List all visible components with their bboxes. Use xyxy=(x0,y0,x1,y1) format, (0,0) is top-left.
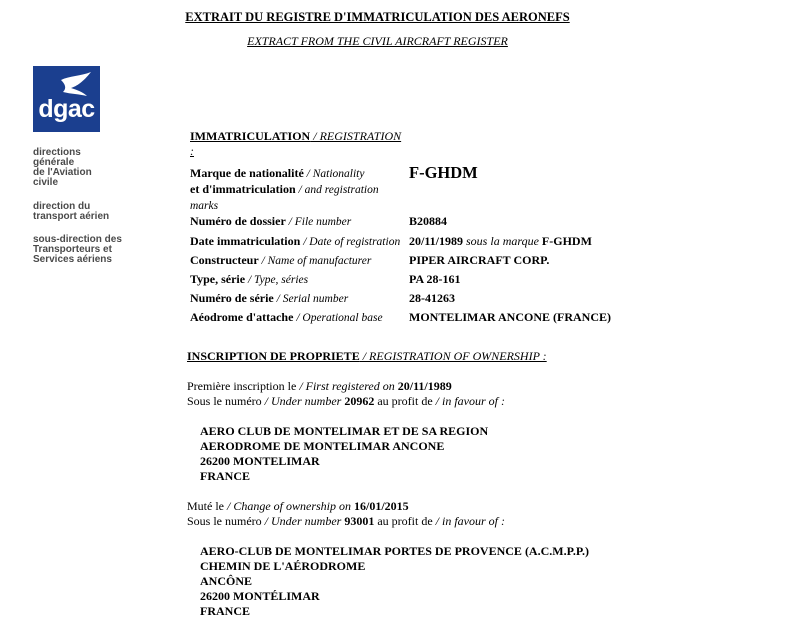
registration-date-label: Date immatriculation / Date of registration xyxy=(190,234,401,248)
marks-value: F-GHDM xyxy=(409,163,478,182)
owner-1-address: AERO CLUB DE MONTELIMAR ET DE SA REGION AERODROME DE MONTELIMAR ANCONE 26200 MONTELIMAR FRANCE xyxy=(200,424,489,483)
serial-label: Numéro de série / Serial number xyxy=(190,291,349,305)
operational-base-value: MONTELIMAR ANCONE (FRANCE) xyxy=(409,310,611,324)
side-block-directions: directions générale de l'Aviation civile xyxy=(33,147,92,188)
registration-heading: IMMATRICULATION / REGISTRATION : xyxy=(190,129,402,158)
ownership-heading: INSCRIPTION DE PROPRIETE / REGISTRATION OF OWNERSHIP : xyxy=(187,349,547,363)
type-value: PA 28-161 xyxy=(409,272,461,286)
logo-text: dgac xyxy=(38,95,95,123)
registration-date-value: 20/11/1989 sous la marque F-GHDM xyxy=(409,234,592,248)
marks-label: Marque de nationalité / Nationality et d'immatriculation / and registration marks xyxy=(190,166,379,212)
side-block-subdirection: sous-direction des Transporteurs et Services aériens xyxy=(33,234,122,265)
file-number-value: B20884 xyxy=(409,214,448,228)
manufacturer-value: PIPER AIRCRAFT CORP. xyxy=(409,253,550,267)
side-block-transport: direction du transport aérien xyxy=(33,201,110,222)
ownership-entry-1: Première inscription le / First registered on 20/11/1989 Sous le numéro / Under number 20962 au profit de / in favour of : xyxy=(187,379,505,408)
serial-value: 28-41263 xyxy=(409,291,455,305)
file-number-label: Numéro de dossier / File number xyxy=(190,214,352,228)
type-label: Type, série / Type, séries xyxy=(190,272,309,286)
manufacturer-label: Constructeur / Name of manufacturer xyxy=(190,253,372,267)
ownership-entry-2: Muté le / Change of ownership on 16/01/2015 Sous le numéro / Under number 93001 au profit de / in favour of : xyxy=(187,499,505,528)
owner-2-address: AERO-CLUB DE MONTELIMAR PORTES DE PROVENCE (A.C.M.P.P.) CHEMIN DE L'AÉRODROME ANCÔNE 26200 MONTÉLIMAR FRANCE xyxy=(200,544,590,618)
operational-base-label: Aéodrome d'attache / Operational base xyxy=(190,310,383,324)
document-subtitle: EXTRACT FROM THE CIVIL AIRCRAFT REGISTER xyxy=(247,34,508,48)
dgac-logo xyxy=(33,66,100,132)
document-title: EXTRAIT DU REGISTRE D'IMMATRICULATION DES AERONEFS xyxy=(185,10,570,24)
